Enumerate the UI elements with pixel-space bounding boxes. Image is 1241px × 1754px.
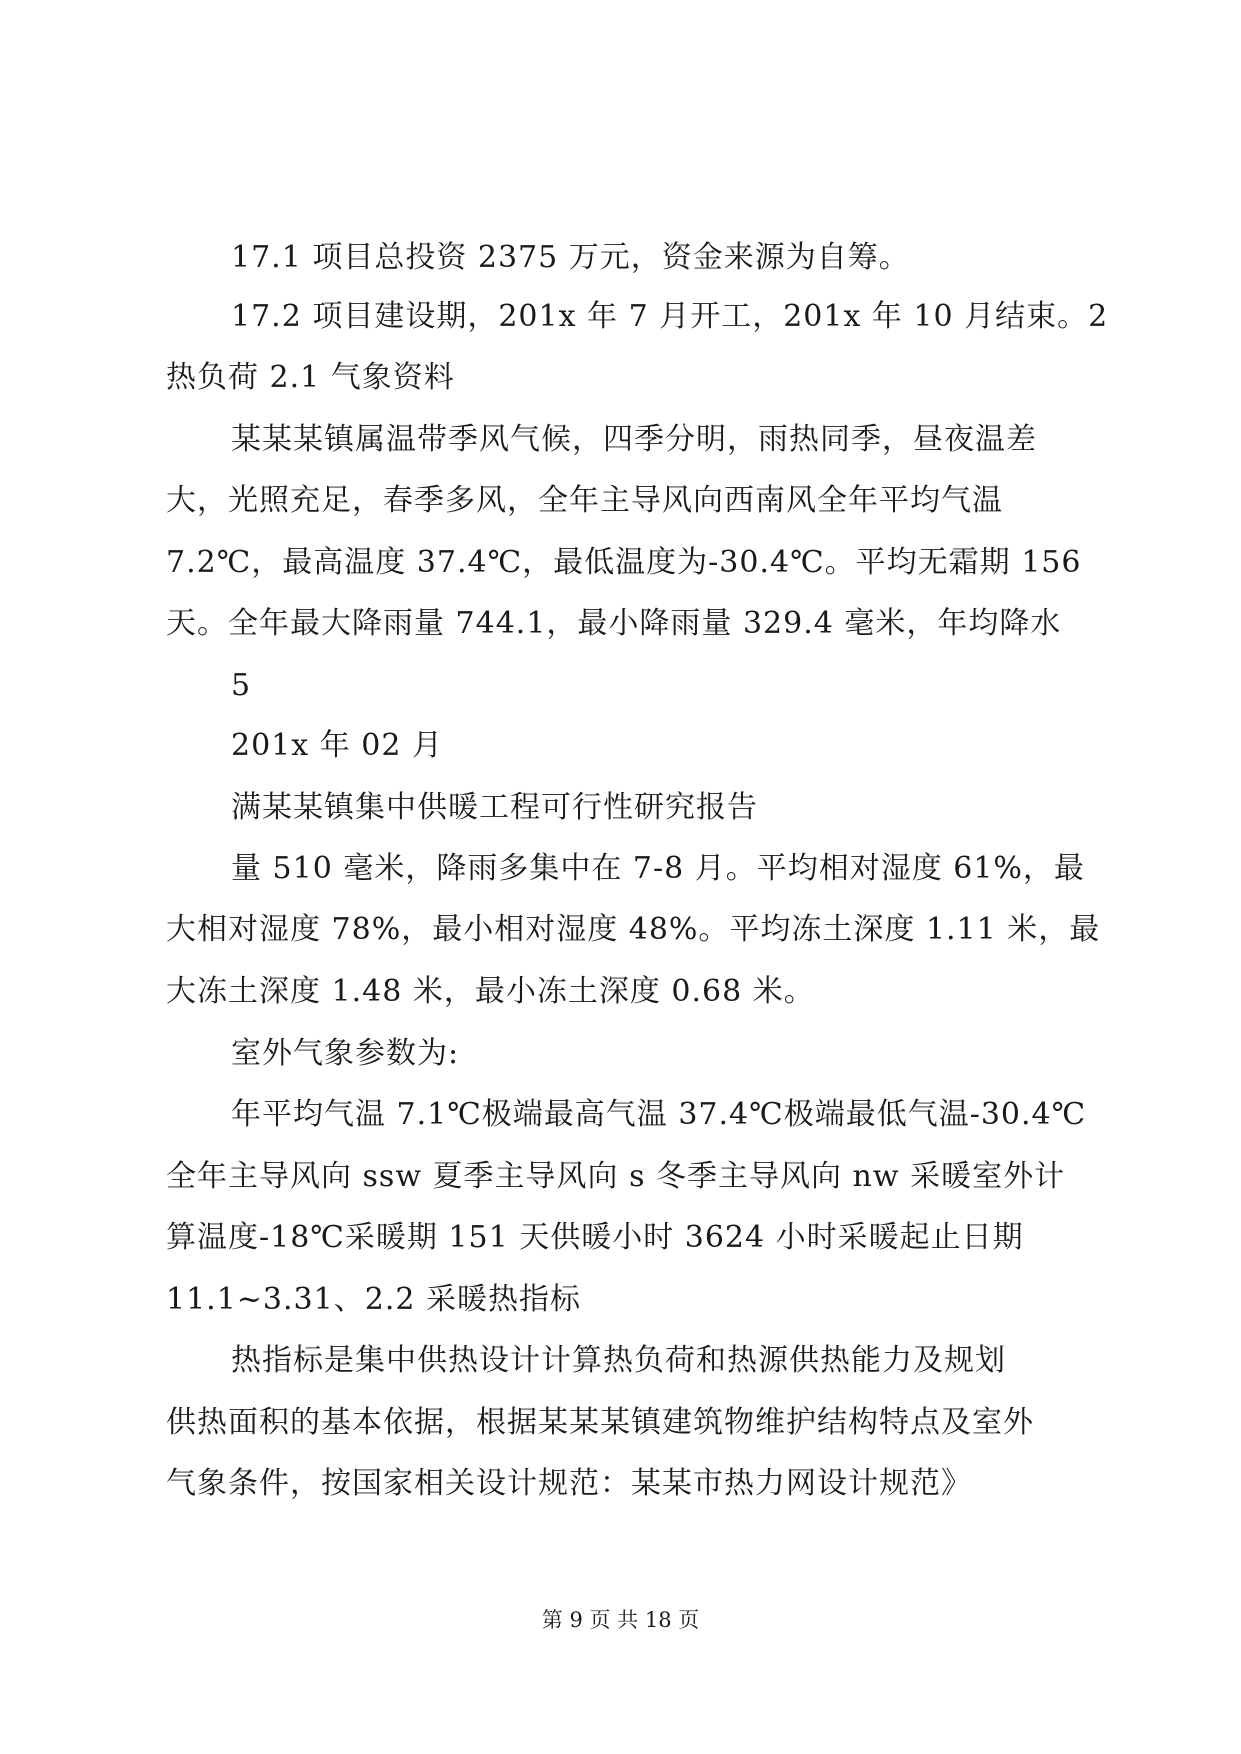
paragraph-line: 算温度-18℃采暖期 151 天供暖小时 3624 小时采暖起止日期 (166, 1220, 1024, 1255)
paragraph-line: 热负荷 2.1 气象资料 (166, 360, 455, 395)
paragraph-line: 大相对湿度 78%，最小相对湿度 48%。平均冻土深度 1.11 米，最 (166, 912, 1101, 947)
paragraph-line: 气象条件，按国家相关设计规范：某某市热力网设计规范》 (166, 1466, 972, 1501)
paragraph-line: 11.1~3.31、2.2 采暖热指标 (166, 1282, 581, 1317)
report-title-text: 满某某镇集中供暖工程可行性研究报告 (231, 790, 758, 825)
paragraph-line: 室外气象参数为: (231, 1036, 460, 1071)
page-number-text: 5 (231, 668, 252, 703)
page-footer: 第 9 页 共 18 页 (541, 1608, 700, 1632)
paragraph-line: 热指标是集中供热设计计算热负荷和热源供热能力及规划 (231, 1343, 1006, 1378)
paragraph-line: 供热面积的基本依据，根据某某某镇建筑物维护结构特点及室外 (166, 1405, 1034, 1440)
date-text: 201x 年 02 月 (231, 728, 443, 763)
paragraph-line: 某某某镇属温带季风气候，四季分明，雨热同季，昼夜温差 (231, 422, 1037, 457)
paragraph-line: 大，光照充足，春季多风，全年主导风向西南风全年平均气温 (166, 483, 1003, 518)
paragraph-line: 量 510 毫米，降雨多集中在 7-8 月。平均相对湿度 61%，最 (231, 851, 1085, 886)
paragraph-line: 17.1 项目总投资 2375 万元，资金来源为自筹。 (231, 240, 910, 275)
paragraph-line: 全年主导风向 ssw 夏季主导风向 s 冬季主导风向 nw 采暖室外计 (166, 1159, 1066, 1194)
paragraph-line: 年平均气温 7.1℃极端最高气温 37.4℃极端最低气温-30.4℃ (231, 1097, 1087, 1132)
paragraph-line: 17.2 项目建设期，201x 年 7 月开工，201x 年 10 月结束。2 (231, 299, 1109, 334)
paragraph-line: 7.2℃，最高温度 37.4℃，最低温度为-30.4℃。平均无霜期 156 (166, 545, 1082, 580)
paragraph-line: 天。全年最大降雨量 744.1，最小降雨量 329.4 毫米，年均降水 (166, 606, 1062, 641)
paragraph-line: 大冻土深度 1.48 米，最小冻土深度 0.68 米。 (166, 974, 815, 1009)
